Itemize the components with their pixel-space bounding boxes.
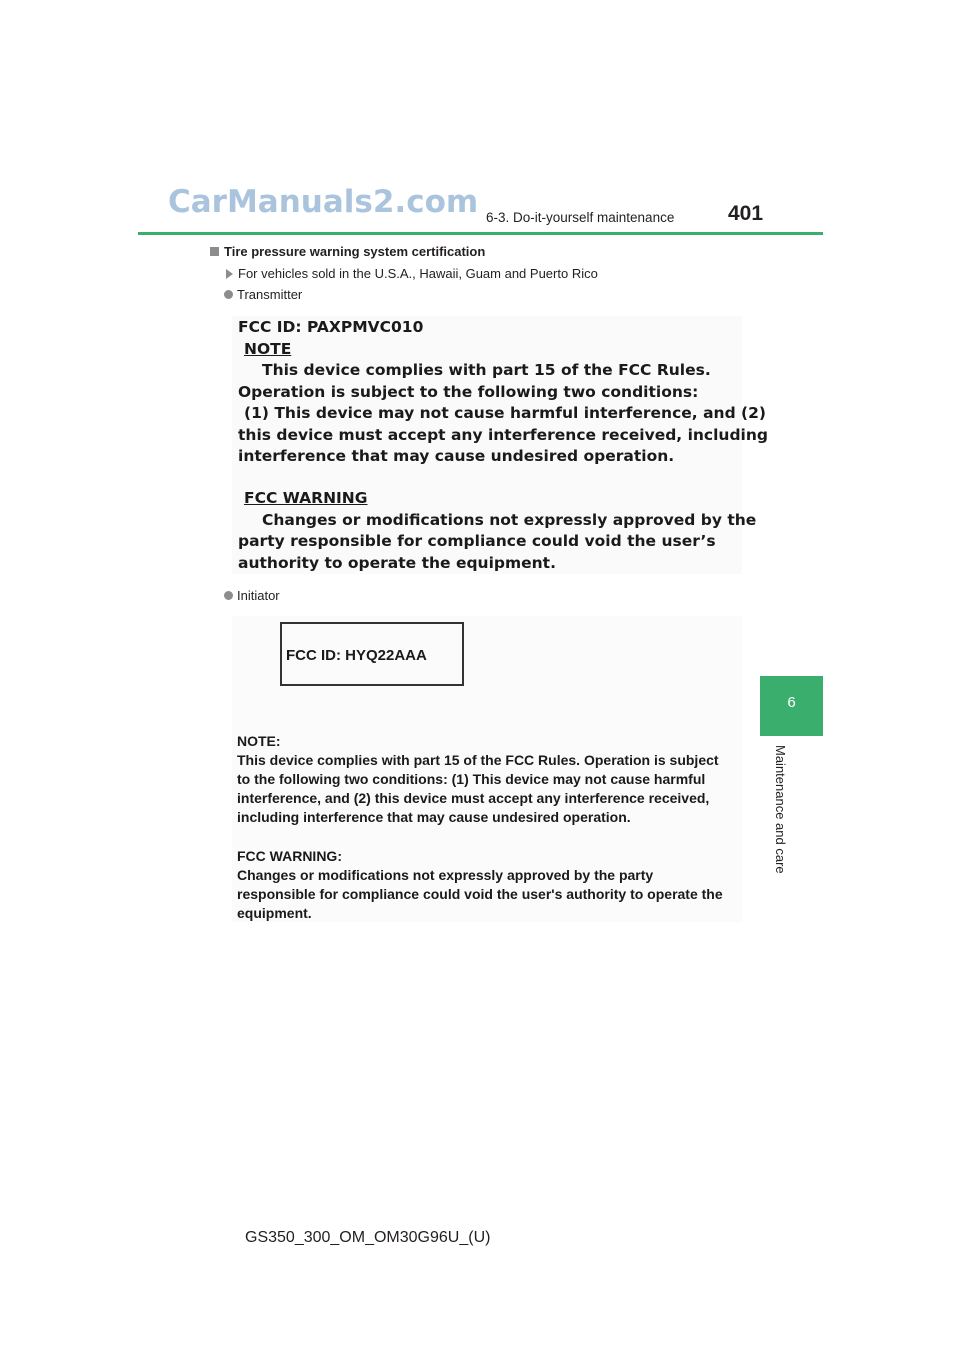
- transmitter-warning-line: party responsible for compliance could void the user’s: [238, 532, 716, 550]
- circle-bullet-icon: [224, 591, 233, 600]
- transmitter-warning-line: authority to operate the equipment.: [238, 554, 556, 572]
- initiator-warning-heading: FCC WARNING:: [237, 848, 342, 864]
- chapter-tab: [760, 676, 823, 736]
- initiator-label-image: [232, 616, 742, 922]
- initiator-warning-line: responsible for compliance could void the user's authority to operate the: [237, 886, 723, 902]
- initiator-item-text: Initiator: [237, 588, 280, 603]
- section-heading-text: Tire pressure warning system certification: [224, 244, 486, 259]
- vehicles-line-text: For vehicles sold in the U.S.A., Hawaii, Guam and Puerto Rico: [238, 266, 598, 281]
- watermark-logo: CarManuals2.com: [168, 184, 479, 220]
- transmitter-note-line: this device must accept any interference received, including: [238, 426, 769, 444]
- page-number: 401: [728, 202, 764, 225]
- initiator-warning-line: equipment.: [237, 905, 312, 921]
- initiator-note-heading: NOTE:: [237, 733, 281, 749]
- transmitter-note-line: interference that may cause undesired operation.: [238, 447, 675, 465]
- transmitter-item: [224, 287, 302, 302]
- initiator-fcc-id: FCC ID: HYQ22AAA: [286, 647, 427, 664]
- circle-bullet-icon: [224, 290, 233, 299]
- initiator-note-line: This device complies with part 15 of the FCC Rules. Operation is subject: [237, 752, 719, 768]
- document-code: GS350_300_OM_OM30G96U_(U): [245, 1229, 491, 1246]
- transmitter-note-heading: NOTE: [244, 340, 292, 358]
- vehicles-line: [226, 266, 598, 281]
- section-heading: [210, 244, 485, 259]
- section-title: 6-3. Do-it-yourself maintenance: [486, 210, 675, 225]
- initiator-note-line: interference, and (2) this device must accept any interference received,: [237, 790, 710, 806]
- chapter-number: 6: [787, 694, 796, 711]
- transmitter-item-text: Transmitter: [237, 287, 303, 302]
- transmitter-note-line: (1) This device may not cause harmful interference, and (2): [244, 404, 767, 422]
- transmitter-note-line: Operation is subject to the following two conditions:: [238, 383, 699, 401]
- transmitter-label-image: [232, 316, 769, 574]
- chapter-label: [772, 745, 792, 905]
- initiator-warning-line: Changes or modifications not expressly approved by the party: [237, 867, 654, 883]
- transmitter-note-line: This device complies with part 15 of the FCC Rules.: [262, 361, 711, 379]
- transmitter-fcc-id: FCC ID: PAXPMVC010: [238, 318, 424, 336]
- header-rule: [138, 232, 823, 235]
- transmitter-warning-line: Changes or modifications not expressly approved by the: [262, 511, 757, 529]
- transmitter-warning-heading: FCC WARNING: [244, 489, 368, 507]
- arrow-bullet-icon: [226, 269, 233, 279]
- initiator-item: [224, 588, 280, 603]
- initiator-fcc-id-box: [280, 622, 464, 686]
- chapter-label-text: Maintenance and care: [773, 745, 788, 874]
- square-bullet-icon: [210, 247, 219, 256]
- initiator-note-line: including interference that may cause undesired operation.: [237, 809, 631, 825]
- initiator-note-line: to the following two conditions: (1) This device may not cause harmful: [237, 771, 706, 787]
